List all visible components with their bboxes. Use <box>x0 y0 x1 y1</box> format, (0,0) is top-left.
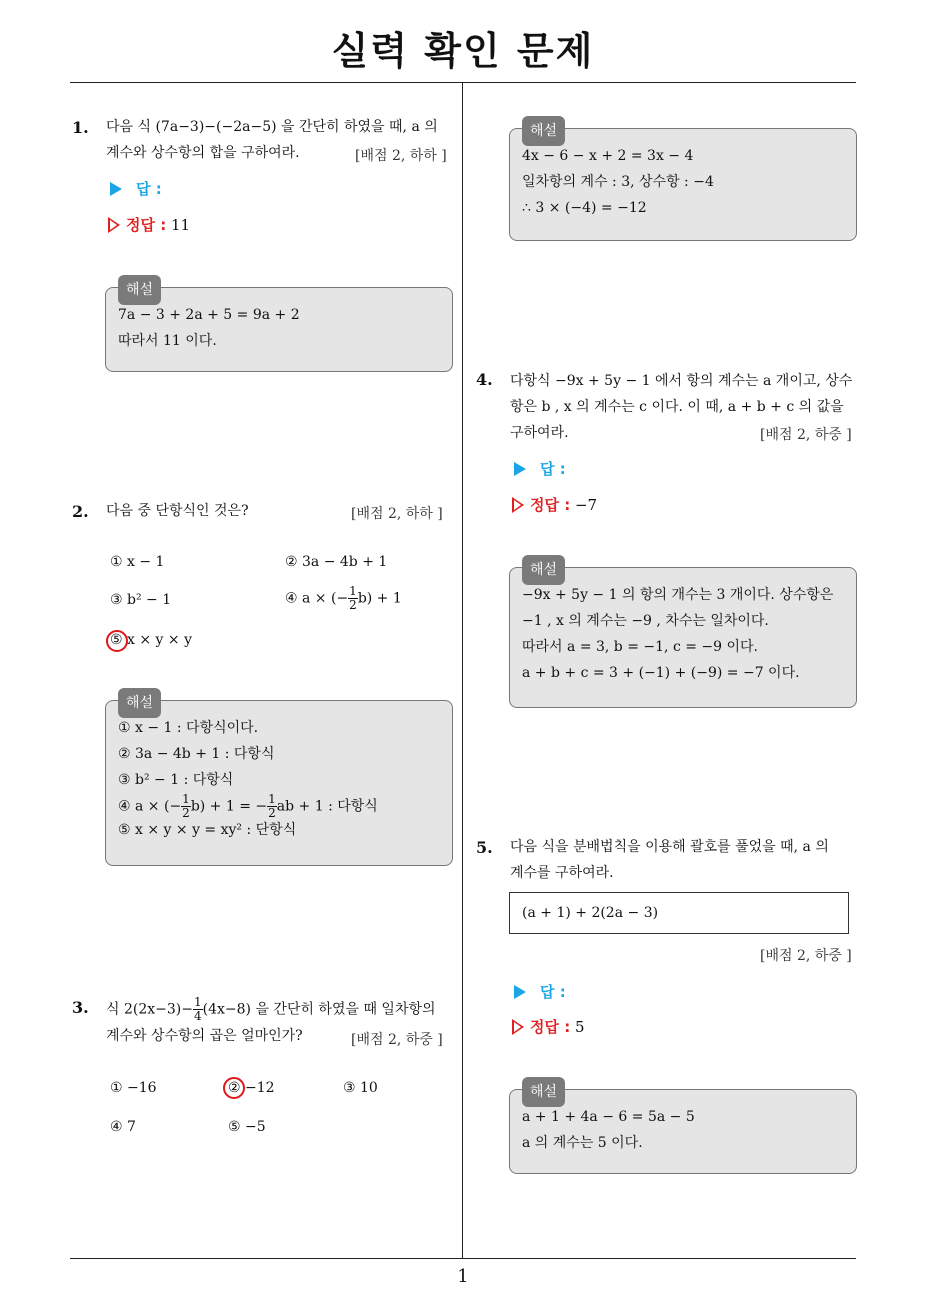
solution-line: a + b + c = 3 + (−1) + (−9) = −7 이다. <box>522 665 800 681</box>
solution-tag: 해설 <box>118 275 161 305</box>
correct-value: −7 <box>574 496 598 514</box>
answer-field[interactable] <box>110 178 162 199</box>
option-text: ④ a × (− <box>285 590 349 607</box>
play-triangle-icon <box>514 462 526 476</box>
question-number: 3. <box>72 998 89 1017</box>
solution-tag: 해설 <box>118 688 161 718</box>
points-label: [배점 2, 하중 ] <box>351 1032 443 1048</box>
play-triangle-icon <box>514 985 526 999</box>
option-4[interactable] <box>285 585 402 612</box>
solution-box <box>509 123 857 241</box>
frac-num: 1 <box>349 584 357 598</box>
question-number: 5. <box>476 838 493 857</box>
correct-answer <box>512 494 597 515</box>
question-line: 항은 b , x 의 계수는 c 이다. 이 때, a + b + c 의 값을 <box>510 399 844 415</box>
option-2[interactable]: ② 3a − 4b + 1 <box>285 554 388 570</box>
solution-line: −1 , x 의 계수는 −9 , 차수는 일차이다. <box>522 613 769 629</box>
solution-line: ⑤ x × y × y = xy² : 단항식 <box>118 822 297 838</box>
points-label: [배점 2, 하하 ] <box>351 506 443 522</box>
solution-line: ① x − 1 : 다항식이다. <box>118 720 259 736</box>
solution-line: 4x − 6 − x + 2 = 3x − 4 <box>522 148 694 164</box>
correct-answer <box>108 214 190 235</box>
frac-den: 2 <box>349 598 357 612</box>
question-number: 4. <box>476 370 493 389</box>
correct-label: 정답 : <box>530 496 571 514</box>
solution-line <box>118 793 440 820</box>
solution-line: ② 3a − 4b + 1 : 다항식 <box>118 746 275 762</box>
solution-line: 7a − 3 + 2a + 5 = 9a + 2 <box>118 307 300 323</box>
selected-answer-circle <box>223 1077 245 1099</box>
solution-line: 따라서 11 이다. <box>118 333 217 349</box>
play-triangle-icon <box>110 182 122 196</box>
solution-box <box>105 695 453 866</box>
solution-box <box>509 562 857 708</box>
q-text: 식 2(2x−3)− <box>106 1001 193 1018</box>
option-1[interactable]: ① −16 <box>110 1080 157 1096</box>
answer-label: 답 : <box>540 983 566 1001</box>
solution-tag: 해설 <box>522 555 565 585</box>
points-label: [배점 2, 하하 ] <box>355 148 447 164</box>
points-label: [배점 2, 하중 ] <box>760 948 852 964</box>
frac-num: 1 <box>268 792 276 806</box>
option-3[interactable]: ③ b² − 1 <box>110 592 172 608</box>
solution-line: 따라서 a = 3, b = −1, c = −9 이다. <box>522 639 758 655</box>
expression-box: (a + 1) + 2(2a − 3) <box>509 892 849 934</box>
sol-text: ab + 1 : 다항식 <box>276 798 378 815</box>
fraction <box>348 585 358 612</box>
points-label: [배점 2, 하중 ] <box>760 427 852 443</box>
option-5[interactable]: ⑤ −5 <box>228 1119 266 1135</box>
outline-triangle-icon <box>512 1019 524 1035</box>
selected-answer-circle <box>106 630 128 652</box>
page-number: 1 <box>457 1266 469 1287</box>
solution-box <box>509 1084 857 1174</box>
question-line: 다항식 −9x + 5y − 1 에서 항의 계수는 a 개이고, 상수 <box>510 373 853 389</box>
answer-label: 답 : <box>540 460 566 478</box>
question-2-text: 다음 중 단항식인 것은? <box>106 503 249 519</box>
question-number: 2. <box>72 502 89 521</box>
question-number: 1. <box>72 118 89 137</box>
correct-label: 정답 : <box>126 216 167 234</box>
footer-rule <box>70 1258 856 1259</box>
correct-answer <box>512 1016 585 1037</box>
solution-line: −9x + 5y − 1 의 항의 개수는 3 개이다. 상수항은 <box>522 587 834 603</box>
solution-box <box>105 282 453 372</box>
question-line: 다음 식 (7a−3)−(−2a−5) 을 간단히 하였을 때, a 의 <box>106 119 438 135</box>
correct-value: 5 <box>574 1018 585 1036</box>
header-rule <box>70 82 856 83</box>
question-line: 다음 식을 분배법칙을 이용해 괄호를 풀었을 때, a 의 <box>510 839 829 855</box>
correct-label: 정답 : <box>530 1018 571 1036</box>
option-1[interactable]: ① x − 1 <box>110 554 165 570</box>
question-line: 구하여라. <box>510 425 569 441</box>
solution-line: ∴ 3 × (−4) = −12 <box>522 200 647 216</box>
outline-triangle-icon <box>108 217 120 233</box>
solution-tag: 해설 <box>522 116 565 146</box>
question-5-text <box>510 834 829 886</box>
question-line: 계수와 상수항의 곱은 얼마인가? <box>106 1028 303 1044</box>
page-title: 실력 확인 문제 <box>331 29 595 73</box>
correct-value: 11 <box>170 216 191 234</box>
option-3[interactable]: ③ 10 <box>343 1080 378 1096</box>
frac-num: 1 <box>182 792 190 806</box>
frac-num: 1 <box>193 995 202 1009</box>
frac-den: 2 <box>182 806 190 820</box>
q-text: (4x−8) 을 간단히 하였을 때 일차항의 <box>202 1001 436 1018</box>
outline-triangle-icon <box>512 497 524 513</box>
answer-field[interactable] <box>514 981 566 1002</box>
fraction <box>181 793 191 820</box>
option-text: b) + 1 <box>357 590 402 607</box>
fraction <box>267 793 277 820</box>
option-2[interactable]: ② −12 <box>228 1080 275 1096</box>
option-5[interactable]: ⑤ x × y × y <box>110 632 192 648</box>
solution-tag: 해설 <box>522 1077 565 1107</box>
answer-field[interactable] <box>514 458 566 479</box>
solution-line: a 의 계수는 5 이다. <box>522 1135 643 1151</box>
sol-text: ④ a × (− <box>118 798 182 815</box>
solution-line: a + 1 + 4a − 6 = 5a − 5 <box>522 1109 695 1125</box>
question-line <box>106 996 456 1023</box>
question-line: 계수를 구하여라. <box>510 865 614 881</box>
answer-label: 답 : <box>136 180 162 198</box>
solution-line: ③ b² − 1 : 다항식 <box>118 772 234 788</box>
question-line: 계수와 상수항의 합을 구하여라. <box>106 145 300 161</box>
option-4[interactable]: ④ 7 <box>110 1119 136 1135</box>
fraction <box>193 996 203 1023</box>
solution-line: 일차항의 계수 : 3, 상수항 : −4 <box>522 174 714 190</box>
frac-den: 4 <box>193 1009 202 1023</box>
frac-den: 2 <box>268 806 276 820</box>
column-divider <box>462 82 463 1258</box>
sol-text: b) + 1 = − <box>190 798 268 815</box>
